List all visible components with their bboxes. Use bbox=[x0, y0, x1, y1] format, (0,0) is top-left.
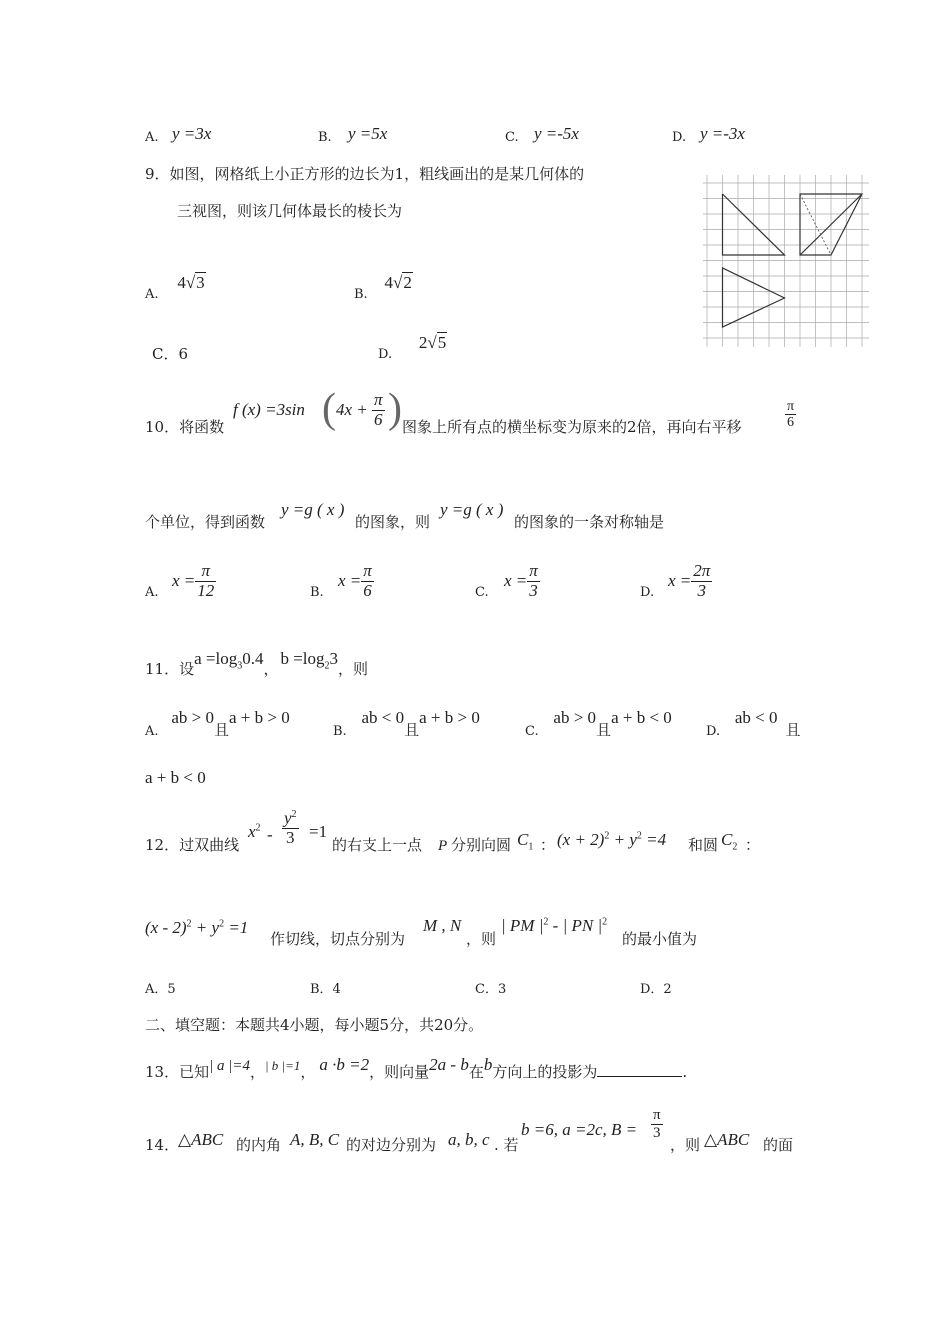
q12-text3: 和圆 bbox=[688, 836, 719, 854]
q10-option-b-label: B. bbox=[310, 585, 324, 600]
q10-line2-b: 的图象，则 bbox=[355, 513, 431, 531]
q11-stem: 11．设$a =\log_30.4$，$b =\log_23$，则 bbox=[145, 649, 369, 678]
q10-inner-frac: $\frac{\pi}{6}$ bbox=[374, 390, 383, 429]
q12-option-d: D．2 bbox=[640, 982, 672, 997]
q12-prefix: 12．过双曲线 bbox=[145, 836, 240, 854]
q14-sides: a, b, c bbox=[448, 1130, 490, 1149]
q10-option-c-label: C. bbox=[475, 585, 489, 600]
q14-text4: ，则 bbox=[670, 1136, 701, 1154]
q12-c1: $C_1$ bbox=[517, 830, 534, 853]
q12-text4: 作切线，切点分别为 bbox=[270, 930, 406, 948]
q12-c2: $C_2$ bbox=[721, 830, 738, 853]
q14-text3: . 若 bbox=[494, 1136, 519, 1154]
q8-option-c: y =-5x bbox=[534, 124, 579, 143]
q10-shift-frac: $\frac{\pi}{6}$ bbox=[787, 399, 795, 431]
q12-circle2: $(x - 2)^2 + y^2 =1$ bbox=[145, 918, 249, 937]
q12-mn: M , N bbox=[423, 916, 462, 935]
q12-point-p: P bbox=[438, 838, 448, 854]
q14-b-frac: $\frac{\pi}{3}$ bbox=[653, 1107, 661, 1141]
q10-left-paren: ( bbox=[322, 386, 336, 432]
q9-option-a: A. 4√3 bbox=[145, 273, 205, 302]
q14-prefix: 14． bbox=[145, 1136, 180, 1154]
q10-line2-c: 的图象的一条对称轴是 bbox=[514, 513, 665, 531]
q8-option-d: y =-3x bbox=[700, 124, 745, 143]
q12-text2: 分别向圆 bbox=[451, 836, 512, 854]
q9-option-b: B. 4√2 bbox=[354, 273, 412, 302]
q14-condition: b =6, a =2c, B = bbox=[521, 1120, 638, 1139]
q12-text6: 的最小值为 bbox=[622, 930, 698, 948]
q10-option-b: x = $\frac{\pi}{6}$ bbox=[338, 561, 372, 600]
q10-right-paren: ) bbox=[388, 386, 402, 432]
q10-option-d: x = $\frac{2\pi}{3}$ bbox=[668, 561, 711, 600]
q10-line2-a: 个单位，得到函数 bbox=[145, 513, 266, 531]
q8-option-b: y =5x bbox=[348, 124, 388, 143]
q12-hyperbola-x: $x^2$ bbox=[248, 822, 261, 841]
q10-mid-text: 图象上所有点的横坐标变为原来的2倍，再向右平移 bbox=[402, 418, 742, 436]
q13-answer-blank[interactable] bbox=[597, 1062, 682, 1077]
q8-option-a-label: A. bbox=[145, 130, 159, 145]
q12-option-a: A．5 bbox=[145, 982, 176, 997]
q12-circle1: $(x + 2)^2 + y^2 =4$ bbox=[557, 830, 667, 849]
three-view-figure bbox=[703, 175, 869, 347]
q12-hyperbola-eq: =1 bbox=[309, 822, 328, 841]
q14-text2: 的对边分别为 bbox=[346, 1136, 437, 1154]
q8-option-c-label: C. bbox=[505, 130, 519, 145]
q10-option-c: x = $\frac{\pi}{3}$ bbox=[504, 561, 538, 600]
q11-option-b: B. ab < 0且a + b > 0 bbox=[333, 708, 480, 739]
q14-triangle: △ABC bbox=[178, 1130, 224, 1149]
q10-option-a: x = $\frac{\pi}{12}$ bbox=[172, 561, 215, 600]
q12-colon1: ： bbox=[540, 836, 556, 854]
q10-g1: y =g ( x ) bbox=[281, 500, 345, 519]
q12-text1: 的右支上一点 bbox=[332, 836, 423, 854]
q11-option-d: D. ab < 0且 bbox=[706, 708, 801, 739]
q10-prefix: 10．将函数 bbox=[145, 418, 225, 436]
q12-text5: ，则 bbox=[466, 930, 497, 948]
q14-text1: 的内角 bbox=[236, 1136, 282, 1154]
q13-stem: 13．已知| a |=4，| b |=1， a ·b =2，则向量2a - b在b方向上的投影为 . bbox=[145, 1055, 688, 1081]
q12-colon2: ： bbox=[745, 836, 761, 854]
q12-hyperbola-minus: - bbox=[267, 825, 273, 844]
q12-option-b: B．4 bbox=[310, 982, 341, 997]
q14-text5: 的面 bbox=[763, 1136, 794, 1154]
q9-stem-line1: 9．如图，网格纸上小正方形的边长为1，粗线画出的是某几何体的 bbox=[145, 165, 585, 183]
q10-option-d-label: D. bbox=[640, 585, 655, 600]
q8-option-a: y =3x bbox=[172, 124, 212, 143]
q10-inner: 4x + bbox=[336, 400, 368, 419]
q12-expression: | PM $|^2$ - | PN $|^2$ bbox=[501, 916, 608, 935]
q12-hyperbola-frac: $\frac{y^2}{3}$ bbox=[284, 808, 297, 848]
q8-option-b-label: B. bbox=[318, 130, 332, 145]
q11-option-c: C. ab > 0且a + b < 0 bbox=[525, 708, 672, 739]
q10-function-f: f (x) =3sin bbox=[233, 400, 305, 419]
q14-angles: A, B, C bbox=[290, 1130, 340, 1149]
q9-option-d: D. 2√5 bbox=[378, 333, 447, 362]
q8-option-d-label: D. bbox=[672, 130, 687, 145]
q11-option-a: A. ab > 0且a + b > 0 bbox=[145, 708, 290, 739]
q12-option-c: C．3 bbox=[475, 982, 507, 997]
q14-triangle2: △ABC bbox=[704, 1130, 750, 1149]
q9-option-c: C．6 bbox=[152, 345, 189, 363]
q9-stem-line2: 三视图，则该几何体最长的棱长为 bbox=[177, 202, 403, 220]
q11-option-d-cont: a + b < 0 bbox=[145, 768, 206, 787]
q10-g2: y =g ( x ) bbox=[440, 500, 504, 519]
section-heading-fill-in: 二、填空题：本题共4小题，每小题5分，共20分。 bbox=[145, 1016, 484, 1034]
q10-option-a-label: A. bbox=[145, 585, 159, 600]
